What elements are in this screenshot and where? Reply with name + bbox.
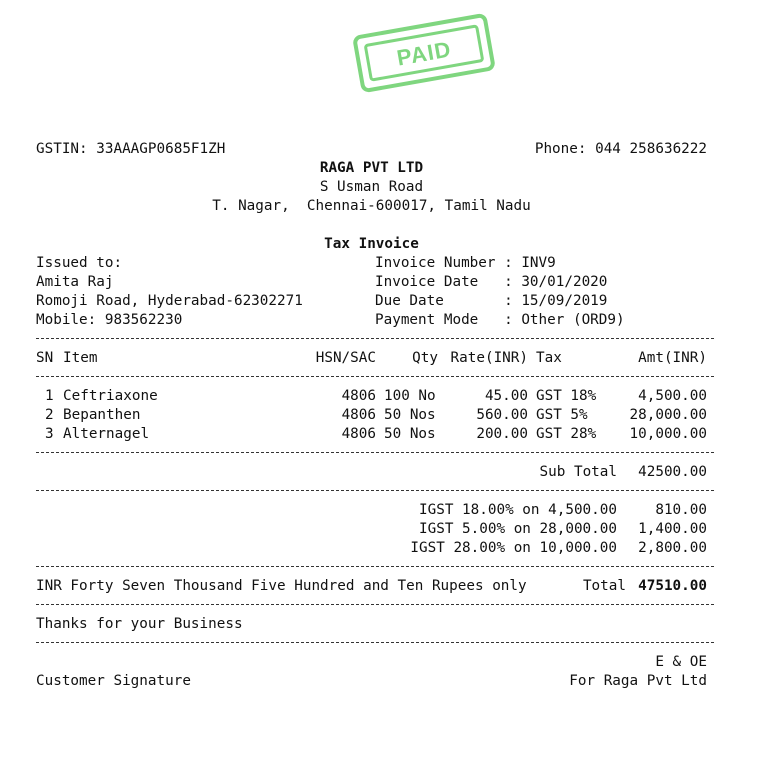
subtotal-label: Sub Total — [539, 464, 617, 480]
row-rate: 200.00 — [476, 426, 528, 442]
invoice-number: Invoice Number : INV9 — [375, 255, 556, 271]
col-amt-header: Amt(INR) — [638, 350, 707, 366]
row-hsn: 4806 — [341, 388, 376, 404]
total-value: 47510.00 — [638, 578, 707, 594]
invoice-date: Invoice Date : 30/01/2020 — [375, 274, 608, 290]
row-hsn: 4806 — [341, 426, 376, 442]
col-item-header: Item — [63, 350, 98, 366]
amount-in-words: INR Forty Seven Thousand Five Hundred and Ten Rupees only — [36, 578, 527, 594]
col-rate-header: Rate(INR) — [450, 350, 528, 366]
row-item: Alternagel — [63, 426, 150, 442]
tax-row — [36, 539, 707, 558]
issued-to-label: Issued to: — [36, 255, 123, 271]
row-rate: 45.00 — [484, 388, 528, 404]
tax-row — [36, 520, 707, 539]
due-date: Due Date : 15/09/2019 — [375, 293, 608, 309]
table-row — [36, 425, 707, 444]
divider — [36, 642, 714, 643]
row-hsn: 4806 — [341, 407, 376, 423]
divider — [36, 376, 714, 377]
tax-row — [36, 501, 707, 520]
row-qty: 100 No — [384, 388, 436, 404]
tax-label: IGST 5.00% on 28,000.00 — [419, 521, 617, 537]
company-address-2: T. Nagar, Chennai-600017, Tamil Nadu — [212, 198, 531, 214]
company-name: RAGA PVT LTD — [319, 160, 424, 176]
row-qty: 50 Nos — [384, 407, 436, 423]
row-sn: 3 — [45, 426, 54, 442]
row-amt: 28,000.00 — [629, 407, 707, 423]
total-row — [36, 577, 707, 596]
customer-signature: Customer Signature — [36, 673, 191, 689]
seller-phone: Phone: 044 258636222 — [534, 141, 707, 157]
row-tax: GST 28% — [536, 426, 597, 442]
row-amt: 10,000.00 — [629, 426, 707, 442]
subtotal-row — [36, 463, 707, 482]
customer-address: Romoji Road, Hyderabad-62302271 — [36, 293, 303, 309]
row-item: Bepanthen — [63, 407, 141, 423]
divider — [36, 490, 714, 491]
total-label: Total — [582, 578, 626, 594]
document-title: Tax Invoice — [324, 236, 419, 252]
row-tax: GST 18% — [536, 388, 597, 404]
col-hsn-header: HSN/SAC — [315, 350, 376, 366]
thanks-message: Thanks for your Business — [36, 616, 243, 632]
row-tax: GST 5% — [536, 407, 588, 423]
row-rate: 560.00 — [476, 407, 528, 423]
row-sn: 2 — [45, 407, 54, 423]
payment-mode: Payment Mode : Other (ORD9) — [375, 312, 625, 328]
table-header — [36, 349, 707, 368]
tax-value: 1,400.00 — [638, 521, 707, 537]
company-signature: For Raga Pvt Ltd — [569, 673, 707, 689]
table-row — [36, 406, 707, 425]
company-address-1: S Usman Road — [319, 179, 424, 195]
col-tax-header: Tax — [536, 350, 562, 366]
paid-stamp — [352, 13, 496, 94]
gstin: GSTIN: 33AAAGP0685F1ZH — [36, 141, 226, 157]
divider — [36, 452, 714, 453]
row-item: Ceftriaxone — [63, 388, 158, 404]
row-amt: 4,500.00 — [638, 388, 707, 404]
col-qty-header: Qty — [412, 350, 438, 366]
divider — [36, 566, 714, 567]
col-sn-header: SN — [36, 350, 54, 366]
divider — [36, 604, 714, 605]
paid-stamp-text: PAID — [394, 35, 454, 71]
eoe-note: E & OE — [655, 654, 707, 670]
customer-name: Amita Raj — [36, 274, 114, 290]
tax-value: 2,800.00 — [638, 540, 707, 556]
customer-mobile: Mobile: 983562230 — [36, 312, 183, 328]
subtotal-value: 42500.00 — [638, 464, 707, 480]
tax-label: IGST 28.00% on 10,000.00 — [410, 540, 617, 556]
row-sn: 1 — [45, 388, 54, 404]
row-qty: 50 Nos — [384, 426, 436, 442]
table-row — [36, 387, 707, 406]
tax-label: IGST 18.00% on 4,500.00 — [419, 502, 617, 518]
header-line-1 — [36, 140, 707, 159]
divider — [36, 338, 714, 339]
tax-value: 810.00 — [655, 502, 707, 518]
